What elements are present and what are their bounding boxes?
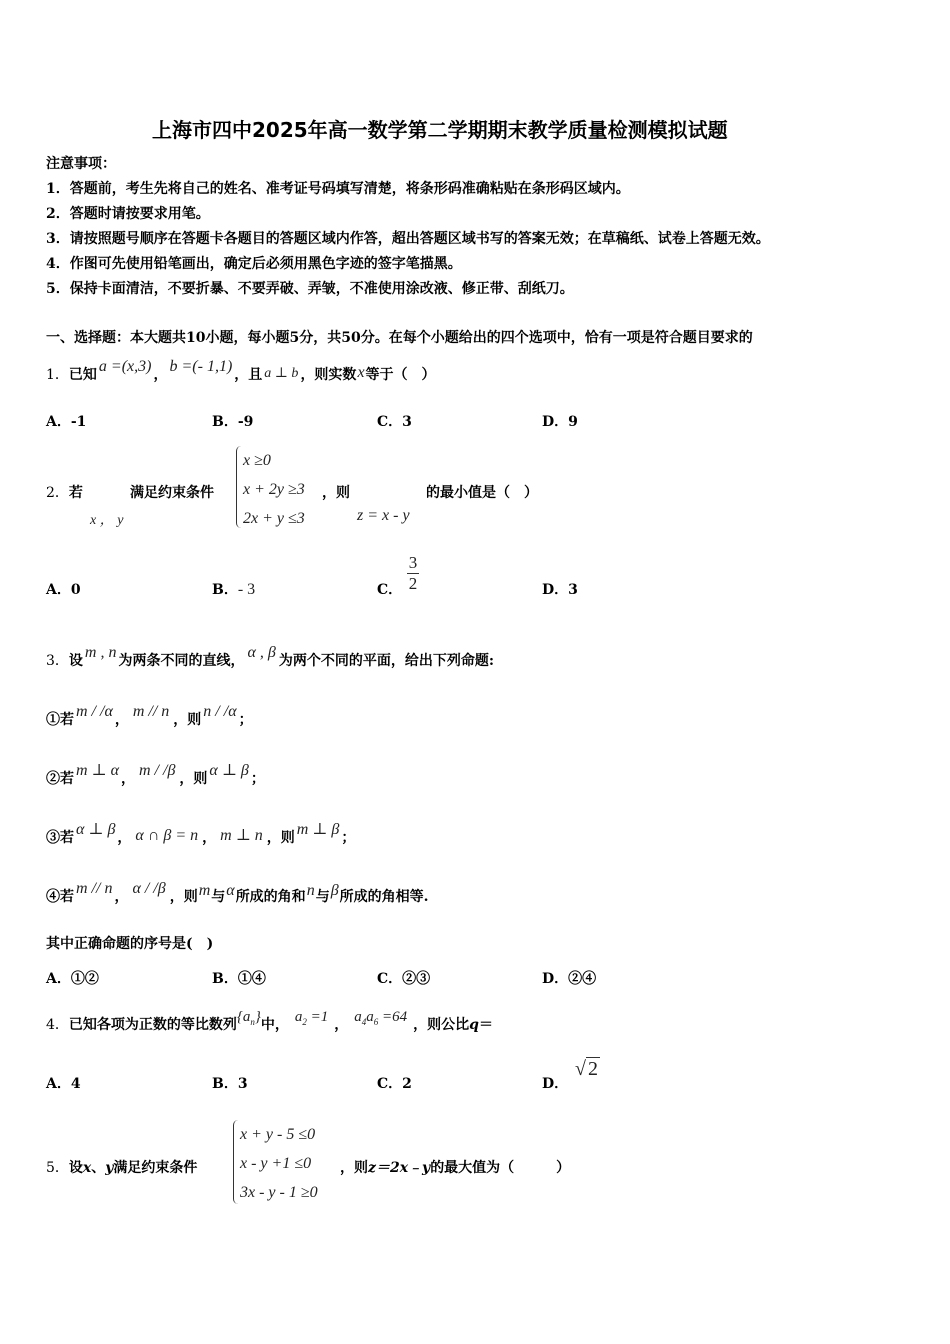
q2-constraint-2: x + 2y ≥3 xyxy=(243,481,305,498)
prop-text: ，则 xyxy=(169,889,198,905)
prop-text: 所成的角相等. xyxy=(339,889,429,905)
prop-text: ， xyxy=(121,771,135,787)
prop-label: ①若 xyxy=(46,712,74,728)
q1-option-b: B．-9 xyxy=(212,414,254,430)
prop-label: ②若 xyxy=(46,771,74,787)
q5-text: 、 xyxy=(91,1160,106,1176)
q4-text: ，则公比 xyxy=(413,1017,470,1033)
q5-var: y xyxy=(105,1160,114,1176)
prop-math: m ⊥ α xyxy=(76,762,119,779)
q4-q: q xyxy=(469,1017,479,1033)
q4-text: ， xyxy=(334,1017,349,1033)
prop-text: ； xyxy=(238,712,253,728)
prop-math: m / /β xyxy=(139,762,176,779)
q1-var-x: x xyxy=(357,364,365,381)
prop-text: ， xyxy=(114,712,129,728)
q5-text: 满足约束条件 xyxy=(113,1160,198,1176)
prop-text: ， xyxy=(114,889,129,905)
q2-system-brace xyxy=(236,446,241,528)
question-4 xyxy=(46,1009,493,1035)
math-part: a xyxy=(294,1009,303,1025)
prop-text: ，则 xyxy=(179,771,208,787)
q2-constraint-1: x ≥0 xyxy=(243,452,271,469)
prop-math: n / /α xyxy=(203,703,237,720)
math-part: a xyxy=(354,1009,362,1025)
math-subscript: 2 xyxy=(302,1017,307,1027)
fraction-denominator: 2 xyxy=(408,574,418,593)
option-value: - 3 xyxy=(237,581,256,598)
q5-constraint-2: x - y +1 ≤0 xyxy=(240,1155,312,1172)
question-3 xyxy=(46,644,495,670)
q5-system xyxy=(240,1120,318,1207)
notice-item-5: 5．保持卡面清洁，不要折暴、不要弄破、弄皱，不准使用涂改液、修正带、刮纸刀。 xyxy=(46,281,574,297)
notice-heading: 注意事项： xyxy=(46,156,116,172)
q3-proposition-3 xyxy=(46,821,356,847)
sqrt-sign: √ xyxy=(575,1058,586,1080)
math-part: } xyxy=(254,1009,261,1025)
question-number: 2． xyxy=(46,485,69,501)
option-label: B． xyxy=(212,582,238,598)
math-subscript: 6 xyxy=(373,1017,379,1027)
prop-text: ， xyxy=(117,830,132,846)
section-heading: 一、选择题：本大题共10小题，每小题5分，共50分。在每个小题给出的四个选项中，恰有一项是符合题目要求的 xyxy=(46,330,753,346)
prop-text: 与 xyxy=(315,889,330,905)
q2-option-d: D．3 xyxy=(542,582,578,598)
prop-math: m // n xyxy=(132,703,170,720)
question-number: 4． xyxy=(46,1017,69,1033)
q1-perp: a ⊥ b xyxy=(264,366,299,381)
page-title: 上海市四中2025年高一数学第二学期期末教学质量检测模拟试题 xyxy=(152,118,728,142)
q3-option-b: B．①④ xyxy=(212,971,266,987)
q4-option-a: A．4 xyxy=(46,1076,81,1092)
q1-option-a: A．-1 xyxy=(46,414,87,430)
q5-text: ，则 xyxy=(340,1160,368,1176)
q4-sequence xyxy=(237,1009,261,1025)
q4-text: 中， xyxy=(260,1017,289,1033)
q5-constraint-1: x + y - 5 ≤0 xyxy=(240,1126,316,1143)
prop-math: α ⊥ β xyxy=(76,821,116,838)
prop-math: β xyxy=(330,882,339,899)
prop-math: m ⊥ β xyxy=(296,821,340,838)
q4-option-b: B．3 xyxy=(212,1076,248,1092)
question-1 xyxy=(46,358,436,384)
q4-a4a6 xyxy=(354,1009,407,1025)
q5-var: x xyxy=(82,1160,92,1176)
q2-option-c: C． xyxy=(377,582,403,598)
q4-text: 已知各项为正数的等比数列 xyxy=(68,1017,237,1033)
q1-text: 等于（ ） xyxy=(365,367,436,383)
prop-math: m // n xyxy=(76,880,113,897)
q1-option-d: D．9 xyxy=(542,414,578,430)
q1-text: ，且 xyxy=(234,367,263,383)
prop-text: ，则 xyxy=(173,712,202,728)
prop-math: α ∩ β = n xyxy=(135,827,199,844)
q4-option-d: D． xyxy=(542,1076,569,1092)
question-number: 3． xyxy=(46,653,69,669)
prop-math: α ⊥ β xyxy=(209,762,249,779)
q2-target: z = x - y xyxy=(357,507,410,524)
q1-vector-b: b =(- 1,1) xyxy=(169,358,233,375)
q5-expr: z＝2x﹣y xyxy=(368,1160,431,1176)
q3-lines: m , n xyxy=(84,644,117,661)
q3-text: 设 xyxy=(68,653,83,669)
q2-system xyxy=(243,446,305,533)
prop-math: n xyxy=(306,882,315,899)
q2-option-b xyxy=(212,579,255,599)
question-5-tail xyxy=(340,1157,570,1177)
q1-text: ， xyxy=(153,367,168,383)
q3-text: 为两条不同的直线， xyxy=(118,653,245,669)
notice-item-4: 4．作图可先使用铅笔画出，确定后必须用黑色字迹的签字笔描黑。 xyxy=(46,256,462,272)
q3-option-c: C．②③ xyxy=(377,971,431,987)
prop-text: ； xyxy=(250,771,265,787)
prop-text: ， xyxy=(202,830,217,846)
math-part: =1 xyxy=(306,1009,329,1025)
math-subscript: 4 xyxy=(361,1017,367,1027)
prop-math: m ⊥ n xyxy=(220,827,263,844)
q1-text: ，则实数 xyxy=(300,367,357,383)
q4-option-c: C．2 xyxy=(377,1076,412,1092)
math-part: =64 xyxy=(378,1009,408,1025)
q1-text: 已知 xyxy=(68,367,97,383)
q3-planes: α , β xyxy=(247,644,276,661)
q2-text: 若 xyxy=(68,485,83,501)
q2-vars: x ， y xyxy=(90,513,124,528)
q4-option-d-sqrt xyxy=(575,1058,600,1081)
q3-option-a: A．①② xyxy=(46,971,99,987)
prop-math: α / /β xyxy=(132,880,166,897)
q3-proposition-2 xyxy=(46,762,265,788)
prop-text: 所成的角和 xyxy=(235,889,306,905)
q5-text: 的最大值为（ ） xyxy=(430,1160,571,1176)
q2-option-a: A．0 xyxy=(46,582,81,598)
notice-item-1: 1．答题前，考生先将自己的姓名、准考证号码填写清楚，将条形码准确粘贴在条形码区域内。 xyxy=(46,181,630,197)
q2-text: ，则 xyxy=(322,485,350,501)
question-number: 1． xyxy=(46,367,69,383)
q3-option-d: D．②④ xyxy=(542,971,597,987)
math-part: a xyxy=(366,1009,374,1025)
q3-proposition-4 xyxy=(46,880,429,906)
question-5-lead xyxy=(46,1157,197,1177)
math-part: {a xyxy=(236,1009,251,1025)
prop-math: α xyxy=(226,882,235,899)
prop-math: m xyxy=(198,882,211,899)
notice-item-3: 3．请按照题号顺序在答题卡各题目的答题区域内作答，超出答题区域书写的答案无效；在草稿纸、试卷上答题无效。 xyxy=(46,231,770,247)
q2-text: 的最小值是（ ） xyxy=(426,485,538,501)
prop-label: ④若 xyxy=(46,889,74,905)
q5-constraint-3: 3x - y - 1 ≥0 xyxy=(240,1184,318,1201)
prop-text: ； xyxy=(341,830,356,846)
prop-math: m / /α xyxy=(76,703,113,720)
prop-text: ，则 xyxy=(266,830,295,846)
q4-text: ＝ xyxy=(478,1017,493,1033)
q3-proposition-1 xyxy=(46,703,253,729)
q2-text: 满足约束条件 xyxy=(130,485,214,501)
notice-item-2: 2．答题时请按要求用笔。 xyxy=(46,206,210,222)
q1-vector-a: a =(x,3) xyxy=(98,358,152,375)
q5-text: 设 xyxy=(68,1160,83,1176)
q2-lead xyxy=(46,482,83,502)
q3-text: 为两个不同的平面，给出下列命题: xyxy=(278,653,495,669)
q3-ask: 其中正确命题的序号是( ) xyxy=(46,936,214,952)
prop-text: 与 xyxy=(211,889,226,905)
q5-system-brace xyxy=(233,1120,238,1204)
fraction-numerator: 3 xyxy=(408,553,418,572)
q2-option-c-fraction xyxy=(407,553,419,594)
math-subscript: n xyxy=(250,1017,255,1027)
q4-a2 xyxy=(295,1009,328,1025)
q2-constraint-3: 2x + y ≤3 xyxy=(243,510,305,527)
sqrt-radicand: 2 xyxy=(587,1058,598,1080)
prop-label: ③若 xyxy=(46,830,74,846)
q1-option-c: C．3 xyxy=(377,414,412,430)
question-number: 5． xyxy=(46,1160,69,1176)
